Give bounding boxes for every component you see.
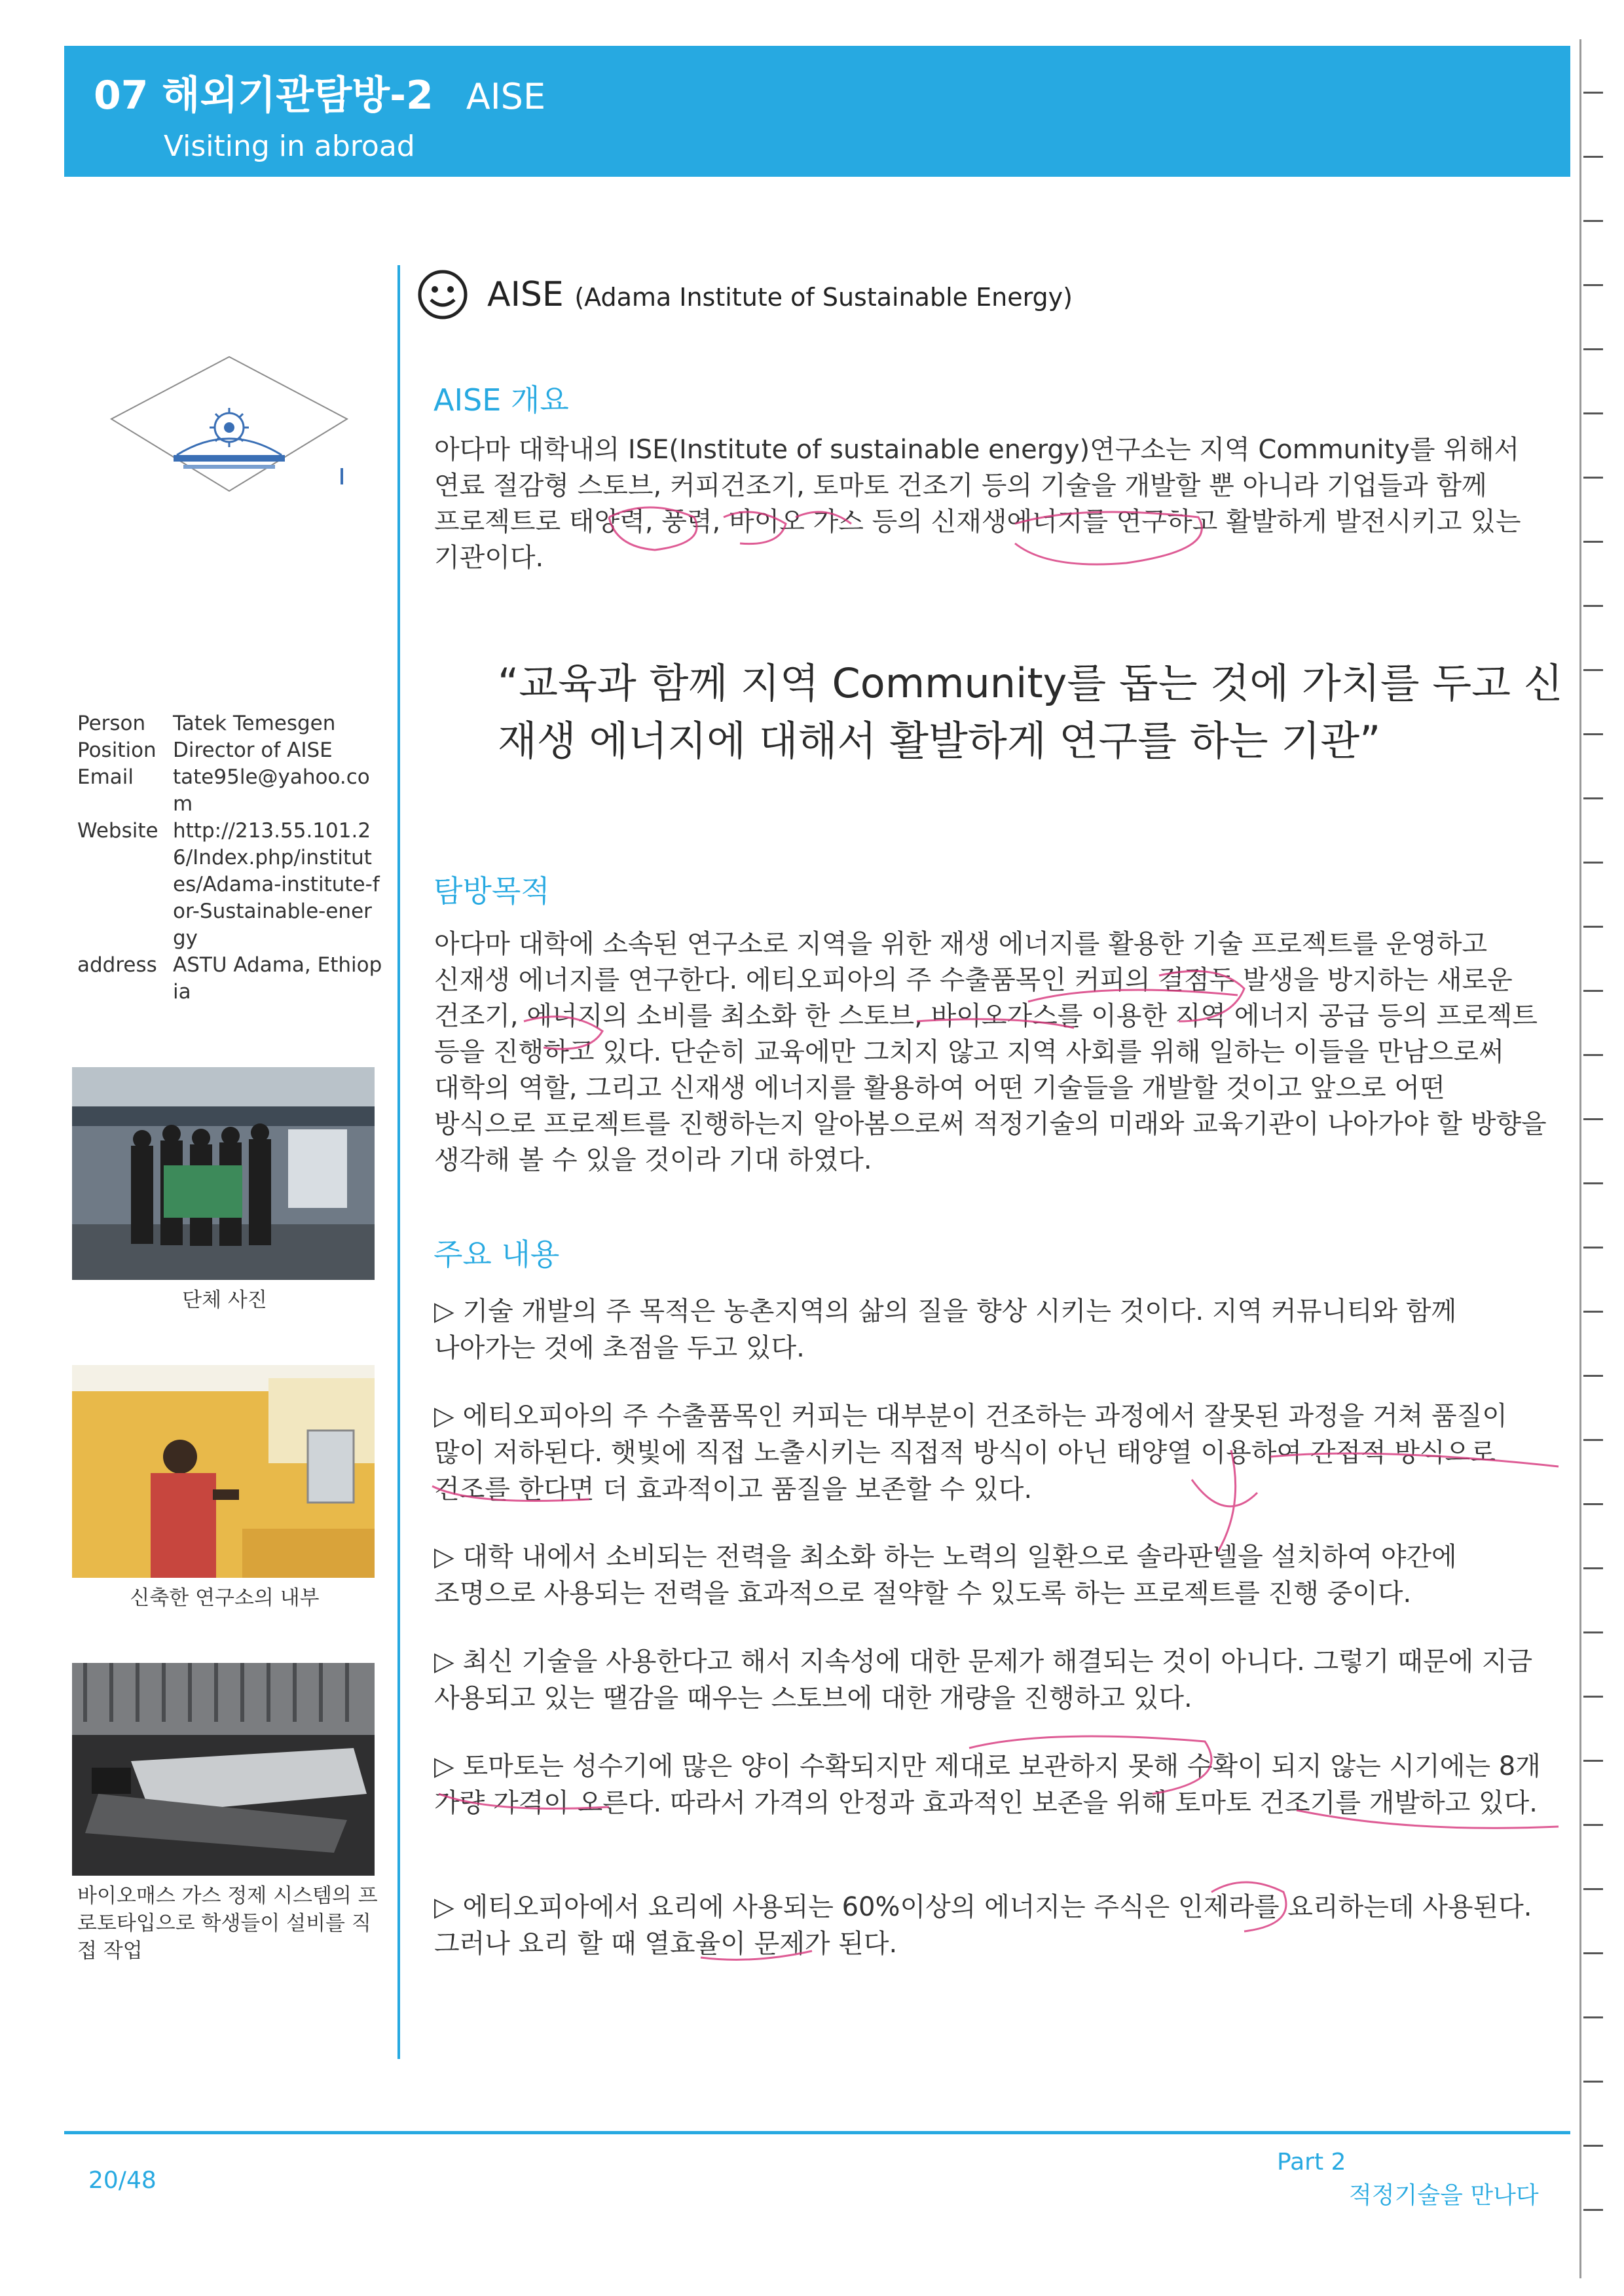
photo-caption: 단체 사진 bbox=[182, 1288, 267, 1312]
contact-website[interactable]: http://213.55.101.26/Index.php/institutes/Adama-institute-for-Sustainable-energy bbox=[173, 819, 380, 950]
purpose-text: 아다마 대학에 소속된 연구소로 지역을 위한 재생 에너지를 활용한 기술 프로젝트를 운영하고 신재생 에너지를 연구한다. 에티오피아의 주 수출품목인 커피의 결점두 발생을 방지하는 새로운 건조기, 에너지의 소비를 최소화 한 스토브, 바이오가스를 이용한 지역 에너지 공급 등의 프로젝트 등을 진행하고 있다. 단순히 교육에만 그치지 않고 지역 사회를 위해 일하는 이들을 만남으로써 대학의 역할, 그리고 신재생 에너지를 활용하여 어떤 기술들을 개발할 것이고 앞으로 어떤 방식으로 프로젝트를 진행하는지 알아봄으로써 적정기술의 미래와 교육기관이 나아가야 할 방향을 생각해 볼 수 있을 것이라 기대 하였다. bbox=[434, 929, 1547, 1175]
overview-text: 아다마 대학내의 ISE(Institute of sustainable energy)연구소는 지역 Community를 위해서 연료 절감형 스토브, 커피건조기, 토마토 건조기 등의 기술을 개발할 뿐 아니라 기업들과 함께 프로젝트로 태양력, 풍력, 바이오 가스 등의 신재생에너지를 연구하고 활발하게 발전시키고 있는 기관이다. bbox=[434, 435, 1521, 573]
contact-label: Website bbox=[77, 819, 158, 843]
section-heading-purpose: 탐방목적 bbox=[434, 873, 550, 909]
contact-label: Email bbox=[77, 765, 134, 789]
contact-email[interactable]: tate95le@yahoo.com bbox=[173, 765, 370, 816]
contact-value: Tatek Temesgen bbox=[173, 712, 336, 735]
page-number: 20/48 bbox=[88, 2167, 157, 2194]
main-bullet: ▷ 토마토는 성수기에 많은 양이 수확되지만 제대로 보관하지 못해 수확이 되지 않는 시기에는 8개 가량 가격이 오른다. 따라서 가격의 안정과 효과적인 보존을 위해 토마토 건조기를 개발하고 있다. bbox=[434, 1751, 1541, 1818]
footer-rule bbox=[64, 2131, 1570, 2134]
main-bullet: ▷ 에티오피아의 주 수출품목인 커피는 대부분이 건조하는 과정에서 잘못된 과정을 거쳐 품질이 많이 저하된다. 햇빛에 직접 노출시키는 직접적 방식이 아닌 태양열 이용하여 간접적 방식으로 건조를 한다면 더 효과적이고 품질을 보존할 수 있다. bbox=[434, 1401, 1507, 1504]
main-bullet: ▷ 대학 내에서 소비되는 전력을 최소화 하는 노력의 일환으로 솔라판넬을 설치하여 야간에 조명으로 사용되는 전력을 효과적으로 절약할 수 있도록 하는 프로젝트를 진행 중이다. bbox=[434, 1542, 1457, 1609]
pull-quote: “교육과 함께 지역 Community를 돕는 것에 가치를 두고 신재생 에너지에 대해서 활발하게 연구를 하는 기관” bbox=[498, 659, 1563, 765]
part-label: Part 2 bbox=[1277, 2149, 1346, 2176]
contact-value: Director of AISE bbox=[173, 738, 333, 762]
main-bullet: ▷ 최신 기술을 사용한다고 해서 지속성에 대한 문제가 해결되는 것이 아니다. 그렇기 때문에 지금 사용되고 있는 땔감을 때우는 스토브에 대한 개량을 진행하고 있다. bbox=[434, 1647, 1533, 1713]
page-title-ko: 07 해외기관탐방-2 bbox=[94, 73, 434, 118]
page-subtitle: Visiting in abroad bbox=[164, 130, 415, 163]
page-title-en: AISE bbox=[466, 76, 546, 117]
section-heading-main: 주요 내용 bbox=[434, 1237, 560, 1272]
part-title: 적정기술을 만나다 bbox=[1349, 2182, 1539, 2209]
main-bullet: ▷ 기술 개발의 주 목적은 농촌지역의 삶의 질을 향상 시키는 것이다. 지역 커뮤니티와 함께 나아가는 것에 초점을 두고 있다. bbox=[434, 1296, 1457, 1363]
contact-label: Person bbox=[77, 712, 146, 735]
contact-value: ASTU Adama, Ethiopia bbox=[173, 953, 382, 1004]
contact-label: Position bbox=[77, 738, 157, 762]
org-full-name: (Adama Institute of Sustainable Energy) bbox=[574, 283, 1073, 312]
photo-caption: 바이오매스 가스 정제 시스템의 프로토타입으로 학생들이 설비를 직접 작업 bbox=[77, 1884, 378, 1963]
main-bullet: ▷ 에티오피아에서 요리에 사용되는 60%이상의 에너지는 주식은 인제라를 요리하는데 사용된다. 그러나 요리 할 때 열효율이 문제가 된다. bbox=[434, 1892, 1532, 1959]
section-heading-overview: AISE 개요 bbox=[434, 382, 569, 418]
org-name: AISE bbox=[487, 275, 564, 314]
photo-caption: 신축한 연구소의 내부 bbox=[130, 1586, 320, 1610]
contact-label: address bbox=[77, 953, 157, 977]
